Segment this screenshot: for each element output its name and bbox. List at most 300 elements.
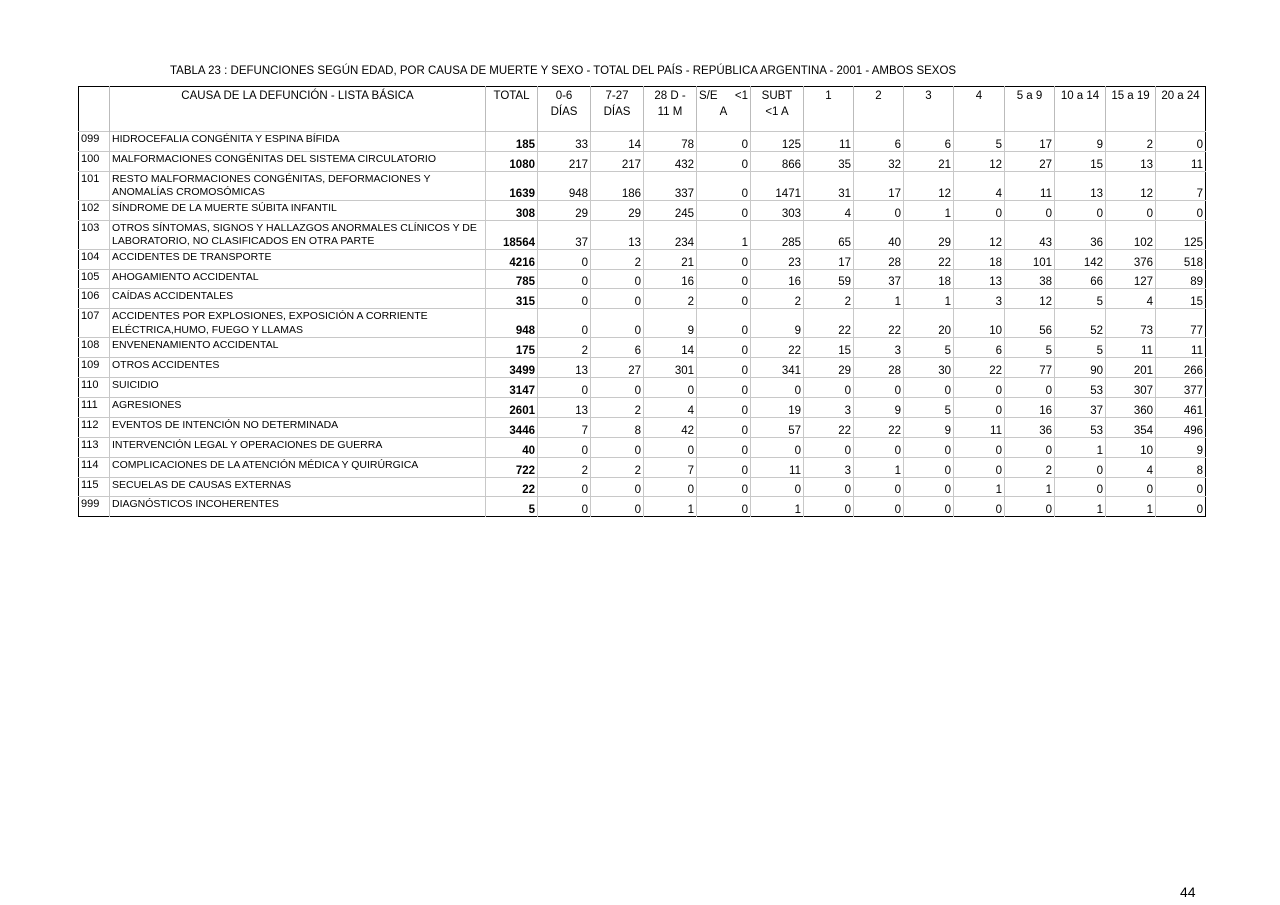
header-age-1: 1: [804, 87, 854, 132]
value-cell: 65: [804, 220, 854, 249]
value-cell: 0: [1106, 477, 1156, 497]
header-0-6-line2: DÍAS: [550, 106, 578, 118]
total-cell: 785: [486, 269, 538, 289]
value-cell: 1: [697, 220, 751, 249]
value-cell: 43: [1005, 220, 1055, 249]
header-age-2: 2: [854, 87, 904, 132]
header-se: [697, 87, 751, 132]
value-cell: 1: [644, 497, 697, 517]
cause-name: [110, 269, 486, 289]
value-cell: 6: [591, 338, 644, 358]
value-cell: 0: [751, 378, 804, 398]
value-cell: 0: [751, 477, 804, 497]
value-cell: 301: [644, 358, 697, 378]
table-row: [79, 220, 1206, 249]
table-row: [79, 269, 1206, 289]
value-cell: 0: [954, 457, 1005, 477]
cause-name-line1: HIDROCEFALIA CONGÉNITA Y ESPINA BÍFIDA: [112, 133, 340, 145]
value-cell: 12: [904, 171, 954, 200]
value-cell: 307: [1106, 378, 1156, 398]
cause-code: 101: [79, 171, 110, 200]
value-cell: 27: [591, 358, 644, 378]
value-cell: 10: [954, 309, 1005, 338]
cause-code: 106: [79, 289, 110, 309]
value-cell: 6: [954, 338, 1005, 358]
value-cell: 35: [804, 151, 854, 171]
table-row: [79, 497, 1206, 517]
page-number: 44: [1180, 884, 1196, 900]
value-cell: 217: [591, 151, 644, 171]
value-cell: 18: [954, 249, 1005, 269]
value-cell: 57: [751, 417, 804, 437]
table-row: [79, 200, 1206, 220]
value-cell: 9: [644, 309, 697, 338]
value-cell: 0: [591, 378, 644, 398]
header-subt-line2: <1 A: [765, 106, 789, 118]
value-cell: 4: [1106, 289, 1156, 309]
value-cell: 0: [804, 378, 854, 398]
table-row: [79, 378, 1206, 398]
table-row: [79, 417, 1206, 437]
value-cell: 90: [1055, 358, 1106, 378]
value-cell: 10: [1106, 437, 1156, 457]
value-cell: 73: [1106, 309, 1156, 338]
cause-name: [110, 417, 486, 437]
value-cell: 0: [804, 477, 854, 497]
cause-code: 103: [79, 220, 110, 249]
value-cell: 29: [904, 220, 954, 249]
value-cell: 0: [1156, 132, 1206, 152]
value-cell: 11: [954, 417, 1005, 437]
cause-name-line1: SECUELAS DE CAUSAS EXTERNAS: [112, 478, 292, 491]
cause-code: 113: [79, 437, 110, 457]
cause-name: [110, 398, 486, 418]
value-cell: 0: [1005, 437, 1055, 457]
value-cell: 29: [591, 200, 644, 220]
value-cell: 37: [854, 269, 904, 289]
value-cell: 0: [697, 398, 751, 418]
value-cell: 11: [1106, 338, 1156, 358]
cause-code: 115: [79, 477, 110, 497]
value-cell: 0: [1055, 457, 1106, 477]
value-cell: 0: [854, 437, 904, 457]
table-title: TABLA 23 : DEFUNCIONES SEGÚN EDAD, POR CAUSA DE MUERTE Y SEXO - TOTAL DEL PAÍS - REPÚBLICA ARGENTINA - 2001 - AMBOS SEXOS: [170, 65, 957, 77]
value-cell: 0: [697, 457, 751, 477]
value-cell: 12: [1005, 289, 1055, 309]
header-28d-line2: 11 M: [657, 106, 683, 118]
header-row: [79, 87, 1206, 132]
value-cell: 0: [854, 497, 904, 517]
value-cell: 186: [591, 171, 644, 200]
header-age-10-14: 10 a 14: [1055, 87, 1106, 132]
value-cell: 432: [644, 151, 697, 171]
value-cell: 4: [804, 200, 854, 220]
total-cell: 1080: [486, 151, 538, 171]
value-cell: 0: [1156, 497, 1206, 517]
table-row: [79, 477, 1206, 497]
value-cell: 12: [954, 220, 1005, 249]
total-cell: 3147: [486, 378, 538, 398]
value-cell: 9: [751, 309, 804, 338]
cause-name: [110, 151, 486, 171]
value-cell: 13: [1106, 151, 1156, 171]
value-cell: 0: [538, 477, 591, 497]
value-cell: 0: [954, 378, 1005, 398]
cause-code: 114: [79, 457, 110, 477]
value-cell: 3: [854, 338, 904, 358]
value-cell: 13: [591, 220, 644, 249]
value-cell: 0: [1156, 477, 1206, 497]
cause-code: 110: [79, 378, 110, 398]
cause-name: [110, 200, 486, 220]
value-cell: 37: [1055, 398, 1106, 418]
value-cell: 101: [1005, 249, 1055, 269]
cause-name-line1: AGRESIONES: [112, 399, 182, 412]
total-cell: 175: [486, 338, 538, 358]
cause-code: 107: [79, 309, 110, 338]
value-cell: 15: [1055, 151, 1106, 171]
value-cell: 0: [751, 437, 804, 457]
header-age-5-9: 5 a 9: [1005, 87, 1055, 132]
cause-name: [110, 171, 486, 200]
value-cell: 354: [1106, 417, 1156, 437]
value-cell: 11: [804, 132, 854, 152]
value-cell: 0: [697, 200, 751, 220]
value-cell: 0: [804, 497, 854, 517]
value-cell: 0: [591, 437, 644, 457]
value-cell: 0: [954, 398, 1005, 418]
table-row: [79, 338, 1206, 358]
value-cell: 0: [854, 200, 904, 220]
value-cell: 23: [751, 249, 804, 269]
value-cell: 12: [954, 151, 1005, 171]
value-cell: 0: [697, 269, 751, 289]
value-cell: 59: [804, 269, 854, 289]
value-cell: 29: [538, 200, 591, 220]
value-cell: 0: [697, 378, 751, 398]
value-cell: 78: [644, 132, 697, 152]
total-cell: 3446: [486, 417, 538, 437]
value-cell: 461: [1156, 398, 1206, 418]
value-cell: 3: [954, 289, 1005, 309]
value-cell: 127: [1106, 269, 1156, 289]
value-cell: 22: [854, 417, 904, 437]
value-cell: 0: [697, 338, 751, 358]
value-cell: 0: [1005, 200, 1055, 220]
header-total: TOTAL: [486, 87, 538, 132]
total-cell: 948: [486, 309, 538, 338]
cause-name: [110, 249, 486, 269]
header-0-6-dias: [538, 87, 591, 132]
value-cell: 56: [1005, 309, 1055, 338]
value-cell: 13: [538, 398, 591, 418]
total-cell: 185: [486, 132, 538, 152]
value-cell: 7: [1156, 171, 1206, 200]
value-cell: 13: [1055, 171, 1106, 200]
value-cell: 36: [1005, 417, 1055, 437]
header-se-lt1: <1: [734, 90, 748, 102]
value-cell: 14: [644, 338, 697, 358]
cause-name-line2: LABORATORIO, NO CLASIFICADOS EN OTRA PARTE: [112, 235, 375, 248]
header-cause: CAUSA DE LA DEFUNCIÓN - LISTA BÁSICA: [110, 87, 486, 132]
value-cell: 0: [697, 249, 751, 269]
value-cell: 2: [644, 289, 697, 309]
table-body: [79, 132, 1206, 517]
header-7-27-dias: [591, 87, 644, 132]
cause-name-line1: RESTO MALFORMACIONES CONGÉNITAS, DEFORMACIONES Y: [112, 172, 431, 185]
cause-name: [110, 358, 486, 378]
total-cell: 22: [486, 477, 538, 497]
value-cell: 2: [538, 338, 591, 358]
value-cell: 42: [644, 417, 697, 437]
header-7-27-line2: DÍAS: [603, 106, 631, 118]
value-cell: 0: [644, 477, 697, 497]
total-cell: 315: [486, 289, 538, 309]
value-cell: 5: [1005, 338, 1055, 358]
value-cell: 28: [854, 249, 904, 269]
value-cell: 2: [804, 289, 854, 309]
value-cell: 20: [904, 309, 954, 338]
header-28d-line1: 28 D -: [654, 90, 686, 102]
value-cell: 8: [591, 417, 644, 437]
header-age-3: 3: [904, 87, 954, 132]
header-subt: [751, 87, 804, 132]
value-cell: 38: [1005, 269, 1055, 289]
value-cell: 7: [644, 457, 697, 477]
value-cell: 4: [954, 171, 1005, 200]
value-cell: 0: [697, 309, 751, 338]
cause-code: 105: [79, 269, 110, 289]
value-cell: 52: [1055, 309, 1106, 338]
value-cell: 30: [904, 358, 954, 378]
cause-code: 100: [79, 151, 110, 171]
cause-code: 999: [79, 497, 110, 517]
cause-name: [110, 132, 486, 152]
table-row: [79, 358, 1206, 378]
value-cell: 0: [697, 171, 751, 200]
mortality-table: [78, 86, 1206, 517]
value-cell: 2: [591, 457, 644, 477]
value-cell: 8: [1156, 457, 1206, 477]
value-cell: 0: [697, 497, 751, 517]
value-cell: 11: [1005, 171, 1055, 200]
value-cell: 3: [804, 457, 854, 477]
value-cell: 9: [1156, 437, 1206, 457]
value-cell: 14: [591, 132, 644, 152]
value-cell: 0: [697, 132, 751, 152]
cause-name: [110, 457, 486, 477]
value-cell: 234: [644, 220, 697, 249]
value-cell: 376: [1106, 249, 1156, 269]
value-cell: 16: [751, 269, 804, 289]
value-cell: 5: [954, 132, 1005, 152]
cause-name-line1: COMPLICACIONES DE LA ATENCIÓN MÉDICA Y QUIRÚRGICA: [112, 458, 419, 471]
value-cell: 0: [538, 309, 591, 338]
value-cell: 36: [1055, 220, 1106, 249]
cause-code: 109: [79, 358, 110, 378]
cause-name-line2: ANOMALÍAS CROMOSÓMICAS: [112, 186, 265, 199]
header-subt-line1: SUBT: [761, 90, 793, 102]
cause-name: [110, 338, 486, 358]
value-cell: 1471: [751, 171, 804, 200]
value-cell: 37: [538, 220, 591, 249]
value-cell: 0: [591, 289, 644, 309]
value-cell: 29: [804, 358, 854, 378]
value-cell: 0: [904, 437, 954, 457]
table-row: [79, 151, 1206, 171]
value-cell: 245: [644, 200, 697, 220]
value-cell: 19: [751, 398, 804, 418]
cause-name-line2: ELÉCTRICA,HUMO, FUEGO Y LLAMAS: [112, 323, 303, 336]
value-cell: 2: [751, 289, 804, 309]
value-cell: 0: [1005, 497, 1055, 517]
value-cell: 102: [1106, 220, 1156, 249]
cause-name-line1: OTROS ACCIDENTES: [112, 359, 220, 372]
total-cell: 308: [486, 200, 538, 220]
value-cell: 0: [904, 497, 954, 517]
value-cell: 21: [644, 249, 697, 269]
cause-code: 111: [79, 398, 110, 418]
value-cell: 0: [904, 457, 954, 477]
cause-name-line1: EVENTOS DE INTENCIÓN NO DETERMINADA: [112, 418, 339, 431]
value-cell: 1: [854, 457, 904, 477]
cause-name-line1: AHOGAMIENTO ACCIDENTAL: [112, 270, 259, 283]
value-cell: 2: [538, 457, 591, 477]
header-7-27-line1: 7-27: [605, 90, 629, 102]
value-cell: 948: [538, 171, 591, 200]
value-cell: 22: [854, 309, 904, 338]
value-cell: 17: [1005, 132, 1055, 152]
value-cell: 31: [804, 171, 854, 200]
value-cell: 201: [1106, 358, 1156, 378]
cause-name-line1: CAÍDAS ACCIDENTALES: [112, 290, 234, 303]
cause-name: [110, 497, 486, 517]
cause-name: [110, 220, 486, 249]
value-cell: 17: [804, 249, 854, 269]
value-cell: 22: [804, 417, 854, 437]
value-cell: 0: [1055, 200, 1106, 220]
value-cell: 0: [954, 200, 1005, 220]
value-cell: 0: [1156, 200, 1206, 220]
cause-name: [110, 477, 486, 497]
header-age-20-24: 20 a 24: [1156, 87, 1206, 132]
value-cell: 0: [591, 497, 644, 517]
value-cell: 0: [697, 477, 751, 497]
cause-name-line1: DIAGNÓSTICOS INCOHERENTES: [112, 498, 279, 511]
value-cell: 2: [591, 398, 644, 418]
value-cell: 0: [1005, 378, 1055, 398]
cause-code: 108: [79, 338, 110, 358]
value-cell: 0: [697, 358, 751, 378]
total-cell: 1639: [486, 171, 538, 200]
header-age-4: 4: [954, 87, 1005, 132]
header-code: [79, 87, 110, 132]
value-cell: 341: [751, 358, 804, 378]
value-cell: 13: [538, 358, 591, 378]
value-cell: 0: [644, 437, 697, 457]
cause-name-line1: ENVENENAMIENTO ACCIDENTAL: [112, 339, 279, 352]
value-cell: 77: [1156, 309, 1206, 338]
value-cell: 0: [538, 249, 591, 269]
value-cell: 518: [1156, 249, 1206, 269]
cause-name: [110, 437, 486, 457]
value-cell: 0: [697, 437, 751, 457]
value-cell: 0: [854, 378, 904, 398]
value-cell: 1: [751, 497, 804, 517]
value-cell: 6: [854, 132, 904, 152]
value-cell: 266: [1156, 358, 1206, 378]
value-cell: 16: [1005, 398, 1055, 418]
value-cell: 40: [854, 220, 904, 249]
header-28d-11m: [644, 87, 697, 132]
total-cell: 40: [486, 437, 538, 457]
value-cell: 11: [1156, 151, 1206, 171]
total-cell: 5: [486, 497, 538, 517]
value-cell: 66: [1055, 269, 1106, 289]
value-cell: 5: [904, 398, 954, 418]
cause-name-line1: OTROS SÍNTOMAS, SIGNOS Y HALLAZGOS ANORMALES CLÍNICOS Y DE: [112, 221, 477, 234]
value-cell: 0: [854, 477, 904, 497]
value-cell: 33: [538, 132, 591, 152]
value-cell: 11: [1156, 338, 1206, 358]
value-cell: 1: [904, 289, 954, 309]
value-cell: 125: [1156, 220, 1206, 249]
cause-name: [110, 289, 486, 309]
value-cell: 0: [538, 269, 591, 289]
value-cell: 1: [1055, 437, 1106, 457]
cause-name: [110, 309, 486, 338]
value-cell: 303: [751, 200, 804, 220]
value-cell: 0: [538, 289, 591, 309]
cause-code: 102: [79, 200, 110, 220]
value-cell: 0: [1106, 200, 1156, 220]
cause-name-line1: ACCIDENTES POR EXPLOSIONES, EXPOSICIÓN A CORRIENTE: [112, 310, 428, 323]
value-cell: 377: [1156, 378, 1206, 398]
value-cell: 0: [538, 497, 591, 517]
value-cell: 1: [854, 289, 904, 309]
value-cell: 4: [1106, 457, 1156, 477]
value-cell: 1: [1106, 497, 1156, 517]
cause-name-line1: SUICIDIO: [112, 379, 159, 392]
value-cell: 1: [954, 477, 1005, 497]
table-row: [79, 132, 1206, 152]
cause-name-line1: ACCIDENTES DE TRANSPORTE: [112, 250, 272, 263]
value-cell: 2: [1106, 132, 1156, 152]
value-cell: 125: [751, 132, 804, 152]
cause-name: [110, 378, 486, 398]
value-cell: 0: [904, 378, 954, 398]
header-0-6-line1: 0-6: [555, 90, 573, 102]
value-cell: 285: [751, 220, 804, 249]
value-cell: 9: [1055, 132, 1106, 152]
value-cell: 1: [904, 200, 954, 220]
value-cell: 0: [591, 477, 644, 497]
header-age-15-19: 15 a 19: [1106, 87, 1156, 132]
value-cell: 22: [751, 338, 804, 358]
value-cell: 2: [1005, 457, 1055, 477]
value-cell: 1: [1055, 497, 1106, 517]
value-cell: 4: [644, 398, 697, 418]
total-cell: 3499: [486, 358, 538, 378]
value-cell: 9: [854, 398, 904, 418]
value-cell: 0: [1055, 477, 1106, 497]
value-cell: 496: [1156, 417, 1206, 437]
value-cell: 5: [1055, 338, 1106, 358]
value-cell: 6: [904, 132, 954, 152]
value-cell: 0: [954, 497, 1005, 517]
value-cell: 13: [954, 269, 1005, 289]
value-cell: 0: [538, 437, 591, 457]
